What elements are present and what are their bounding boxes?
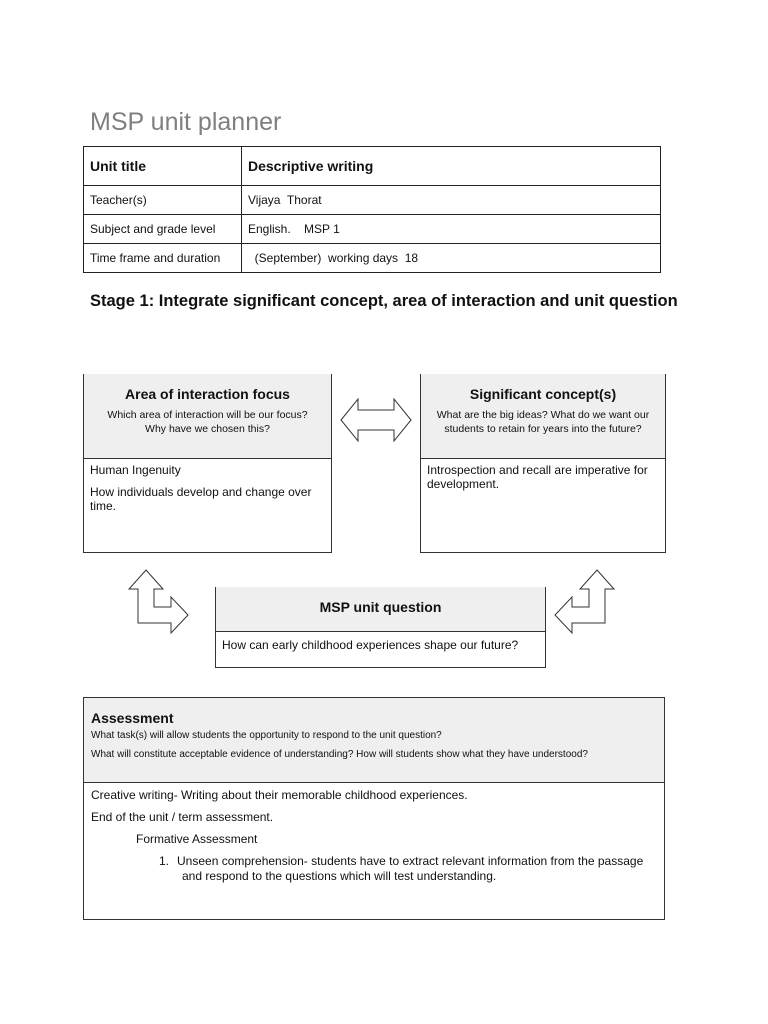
timeframe-label: Time frame and duration	[84, 244, 242, 273]
unit-question-title: MSP unit question	[319, 599, 442, 615]
list-item	[91, 854, 657, 884]
assessment-line: Creative writing- Writing about their memorable childhood experiences.	[91, 788, 468, 802]
table-row	[84, 244, 661, 273]
unit-question-body: How can early childhood experiences shape our future?	[222, 638, 519, 652]
list-item-text-line1: Unseen comprehension- students have to extract relevant information from the passage	[177, 854, 644, 868]
unit-question-header	[216, 587, 545, 632]
area-of-interaction-line: How individuals develop and change over time.	[90, 485, 312, 513]
list-item-number: 1.	[159, 854, 170, 868]
subject-value: English. MSP 1	[242, 215, 661, 244]
assessment-body	[84, 783, 664, 889]
teacher-label: Teacher(s)	[84, 186, 242, 215]
area-of-interaction-prompt: Which area of interaction will be our focus? Why have we chosen this?	[107, 409, 308, 435]
assessment-box	[83, 697, 665, 920]
area-of-interaction-box	[83, 374, 332, 553]
assessment-header	[84, 698, 664, 783]
significant-concept-title: Significant concept(s)	[469, 386, 617, 402]
area-of-interaction-body	[84, 459, 331, 525]
table-row	[84, 147, 661, 186]
assessment-prompt: What task(s) will allow students the opportunity to respond to the unit question?	[91, 730, 442, 741]
area-of-interaction-title: Area of interaction focus	[125, 386, 290, 402]
stage-heading: Stage 1: Integrate significant concept, area of interaction and unit question	[90, 292, 678, 310]
timeframe-value: (September) working days 18	[242, 244, 661, 273]
assessment-line: End of the unit / term assessment.	[91, 810, 274, 824]
unit-title-label: Unit title	[84, 147, 242, 186]
subject-label: Subject and grade level	[84, 215, 242, 244]
significant-concept-body	[421, 459, 665, 503]
unit-info-table	[83, 146, 661, 273]
list-item-text	[177, 854, 657, 884]
table-row	[84, 186, 661, 215]
assessment-title: Assessment	[91, 710, 174, 726]
unit-title-value: Descriptive writing	[242, 147, 661, 186]
significant-concept-prompt: What are the big ideas? What do we want our students to retain for years into the future?	[436, 409, 650, 435]
list-item-text-line2: and respond to the questions which will test understanding.	[182, 869, 497, 883]
table-row	[84, 215, 661, 244]
significant-concept-box	[420, 374, 666, 553]
bent-arrow-right-icon	[553, 569, 615, 635]
assessment-prompt: What will constitute acceptable evidence of understanding? How will students show what they have understood?	[91, 749, 588, 760]
formative-label: Formative Assessment	[136, 832, 258, 846]
significant-concept-header	[421, 374, 665, 459]
area-of-interaction-line: Human Ingenuity	[90, 463, 181, 477]
area-of-interaction-header	[84, 374, 331, 459]
bent-arrow-left-icon	[128, 569, 190, 635]
double-arrow-icon	[340, 397, 412, 443]
unit-question-box	[215, 587, 546, 668]
teacher-value: Vijaya Thorat	[242, 186, 661, 215]
page-title: MSP unit planner	[90, 108, 282, 136]
significant-concept-line: Introspection and recall are imperative for development.	[427, 463, 648, 491]
